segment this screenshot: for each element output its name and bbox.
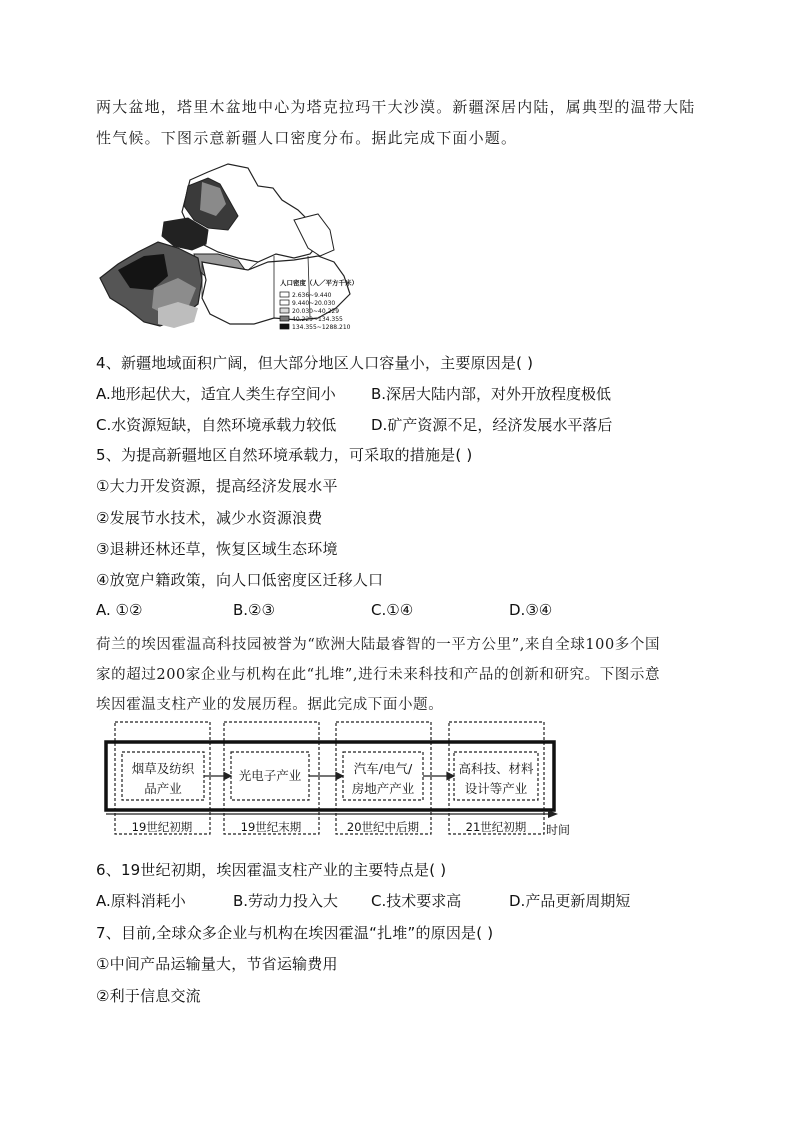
legend-swatch-3	[280, 308, 289, 313]
q5-item-2: ②发展节水技术，减少水资源浪费	[96, 509, 323, 527]
intro1-line2: 性气候。下图示意新疆人口密度分布。据此完成下面小题。	[96, 129, 518, 147]
stage-3-line2: 房地产产业	[351, 781, 415, 796]
legend-label-1: 2.636~9.440	[292, 292, 332, 299]
intro2-line2: 家的超过200家企业与机构在此“扎堆”,进行未来科技和产品的创新和研究。下图示意	[96, 667, 661, 683]
q6-option-b[interactable]: B.劳动力投入大	[233, 892, 339, 910]
legend-swatch-5	[280, 324, 289, 329]
legend-label-4: 40.229~134.355	[292, 316, 343, 323]
intro2-line3: 埃因霍温支柱产业的发展历程。据此完成下面小题。	[96, 697, 444, 713]
q4-option-c[interactable]: C.水资源短缺，自然环境承载力较低	[96, 416, 337, 434]
map-legend-title: 人口密度（人／平方千米）	[280, 279, 358, 287]
stage-2-line1: 光电子产业	[238, 768, 302, 783]
q4-option-d[interactable]: D.矿产资源不足，经济发展水平落后	[371, 416, 613, 434]
q6-option-c[interactable]: C.技术要求高	[371, 892, 462, 910]
q5-option-b[interactable]: B.②③	[233, 601, 275, 619]
period-3: 20世纪中后期	[346, 820, 420, 834]
q6-option-a[interactable]: A.原料消耗小	[96, 892, 186, 910]
stage-4-line2: 设计等产业	[464, 781, 528, 796]
time-axis-label: 时间	[546, 823, 571, 837]
stage-3-line1: 汽车/电气/	[353, 761, 413, 776]
industry-flow-diagram	[100, 718, 580, 844]
q6-stem: 6、19世纪初期，埃因霍温支柱产业的主要特点是( )	[96, 861, 447, 879]
q7-item-1: ①中间产品运输量大，节省运输费用	[96, 955, 338, 973]
xinjiang-density-map	[98, 158, 368, 340]
q4-option-a[interactable]: A.地形起伏大，适宜人类生存空间小	[96, 385, 336, 403]
period-2: 19世纪末期	[240, 820, 302, 834]
q7-stem: 7、目前,全球众多企业与机构在埃因霍温“扎堆”的原因是( )	[96, 924, 494, 942]
q5-option-d[interactable]: D.③④	[509, 601, 553, 619]
q5-item-1: ①大力开发资源，提高经济发展水平	[96, 477, 338, 495]
q6-option-d[interactable]: D.产品更新周期短	[509, 892, 631, 910]
stage-1-line1: 烟草及纺织	[131, 761, 195, 776]
q5-option-c[interactable]: C.①④	[371, 601, 414, 619]
q5-item-4: ④放宽户籍政策，向人口低密度区迁移人口	[96, 571, 384, 589]
legend-swatch-4	[280, 316, 289, 321]
legend-swatch-2	[280, 300, 289, 305]
q5-stem: 5、为提高新疆地区自然环境承载力，可采取的措施是( )	[96, 446, 473, 464]
q5-option-a[interactable]: A. ①②	[96, 601, 143, 619]
period-1: 19世纪初期	[131, 820, 193, 834]
q4-option-b[interactable]: B.深居大陆内部，对外开放程度极低	[371, 385, 612, 403]
legend-swatch-1	[280, 292, 289, 297]
q7-item-2: ②利于信息交流	[96, 987, 201, 1005]
period-4: 21世纪初期	[465, 820, 527, 834]
legend-label-5: 134.355~1288.210	[292, 324, 351, 331]
stage-1-line2: 品产业	[144, 781, 182, 796]
legend-label-3: 20.030~40.229	[292, 308, 340, 315]
stage-4-line1: 高科技、材料	[458, 761, 534, 776]
q4-stem: 4、新疆地域面积广阔，但大部分地区人口容量小，主要原因是( )	[96, 354, 534, 372]
intro2-line1: 荷兰的埃因霍温高科技园被誉为“欧洲大陆最睿智的一平方公里”,来自全球100多个国	[96, 637, 661, 653]
legend-label-2: 9.440~20.030	[292, 300, 336, 307]
intro1-line1: 两大盆地，塔里木盆地中心为塔克拉玛干大沙漠。新疆深居内陆，属典型的温带大陆	[96, 98, 696, 116]
q5-item-3: ③退耕还林还草，恢复区域生态环境	[96, 540, 338, 558]
